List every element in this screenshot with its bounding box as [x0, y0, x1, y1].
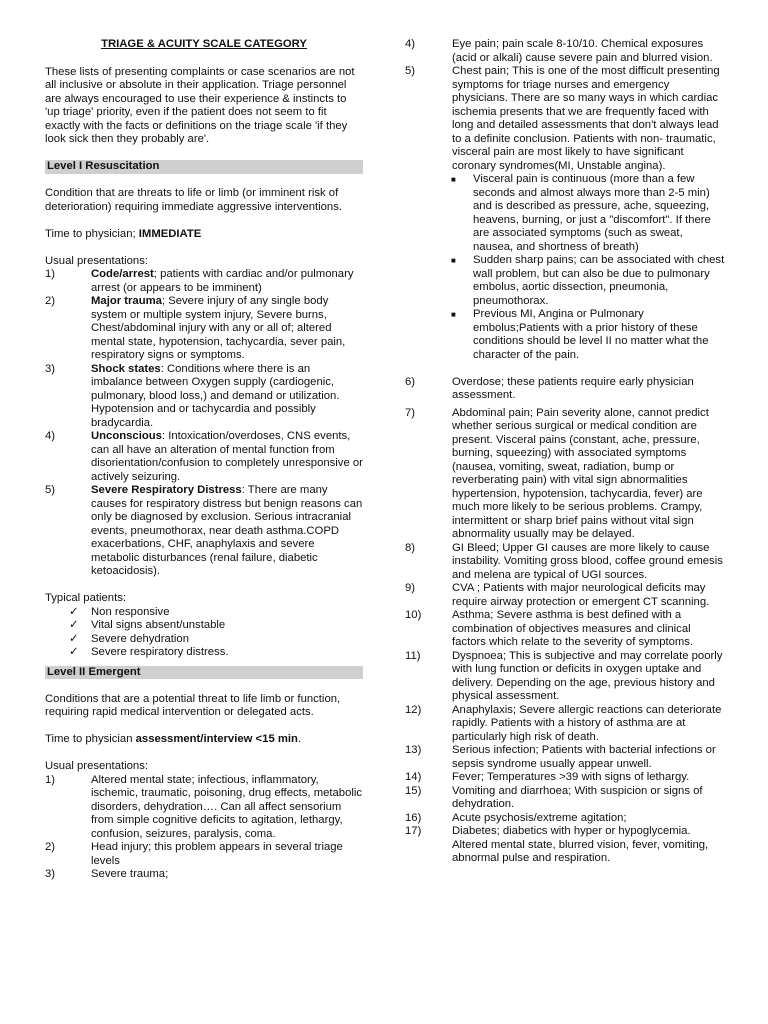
level-1-item: 1) Code/arrest; patients with cardiac and/or pulmonary arrest (or appears to be imminent)	[45, 268, 354, 294]
square-bullet-icon: ■	[451, 256, 456, 265]
level-2-item: 17) Diabetes; diabetics with hyper or hypoglycemia. Altered mental state, blurred vision, fever, vomiting, abnormal pulse and respiration.	[405, 825, 709, 864]
square-bullet-icon: ■	[451, 310, 456, 319]
level-2-time: Time to physician assessment/interview <15 min.	[45, 733, 302, 745]
level-2-item: 14) Fever; Temperatures >39 with signs of lethargy.	[405, 771, 690, 783]
level-2-item: 12) Anaphylaxis; Severe allergic reactions can deteriorate rapidly. Patients with a history of asthma are at particularly high risk of death.	[405, 703, 722, 743]
level-2-item: 15) Vomiting and diarrhoea; With suspicion or signs of dehydration.	[405, 784, 703, 810]
level-1-item: 3) Shock states: Conditions where there is an imbalance between Oxygen supply (cardiogenic, pulmonary, blood loss,) and demand or utilization. Hypotension and or tachycardia and possibly bradycardia.	[45, 362, 340, 429]
level-2-item: 10) Asthma; Severe asthma is best defined with a combination of objectives measures and clinical factors which relate to the severity of symptoms.	[405, 609, 694, 648]
level-2-item: 11) Dyspnoea; This is subjective and may correlate poorly with lung function or deficits in oxygen uptake and delivery. Depending on the age, previous history and physical assessment.	[405, 649, 723, 702]
level-2-usual-label: Usual presentations:	[45, 760, 148, 772]
chest-pain-bullet: ■ Visceral pain is continuous (more than a few seconds and almost always more than 2-5 min) and is described as pressure, ache, squeezing, heavens, burning, or just a "discomfort". If there are associated symptoms (such as sweat, nausea, and shortness of breath)	[451, 173, 711, 253]
level-2-item: 9) CVA ; Patients with major neurological deficits may require airway protection or emergent CT scanning.	[405, 582, 710, 608]
typical-patient-item: ✓ Vital signs absent/unstable	[69, 619, 226, 631]
typical-patients-label: Typical patients:	[45, 592, 127, 604]
right-item-list	[405, 376, 725, 866]
typical-patient-item: ✓ Severe dehydration	[69, 632, 189, 645]
right-column	[405, 38, 725, 866]
typical-patient-item: ✓ Non responsive	[69, 605, 170, 618]
checkmark-icon: ✓	[69, 646, 79, 658]
level-2-time-value: assessment/interview <15 min	[135, 733, 298, 745]
level-1-usual-label: Usual presentations:	[45, 254, 148, 267]
level-2-item: 2) Head injury; this problem appears in several triage levels	[45, 841, 343, 867]
level-2-item: 16) Acute psychosis/extreme agitation;	[405, 811, 627, 824]
level-2-condition: Conditions that are a potential threat to life limb or function, requiring rapid medical intervention or delegated acts.	[45, 692, 341, 718]
level-2-heading: Level II Emergent	[45, 666, 363, 680]
level-1-item: 4) Unconscious: Intoxication/overdoses, CNS events, can all have an alteration of mental function from disorientation/confusion to completely unresponsive or actively seizuring.	[45, 430, 363, 483]
level-2-item: 1) Altered mental state; infectious, inflammatory, ischemic, traumatic, poisoning, drug effects, metabolic disorders, dehydration…. Can all affect sensorium from simple cognitive deficits to agitation, lethargy, confusion, seizures, paralysis, coma.	[45, 773, 363, 840]
checkmark-icon: ✓	[69, 619, 79, 631]
level-2-item: 3) Severe trauma;	[45, 868, 169, 880]
level-1-item: 5) Severe Respiratory Distress: There are many causes for respiratory distress but benign reasons can only be diagnosed by exclusion. Serious intracranial events, pneumothorax, near death asthma.COPD exacerbations, CHF, anaphylaxis and severe metabolic disturbances (renal failure, diabetic ketoacidosis).	[45, 484, 363, 577]
level-2-item: 13) Serious infection; Patients with bacterial infections or sepsis syndrome usually appear unwell.	[405, 744, 716, 770]
level-1-time: Time to physician; IMMEDIATE	[45, 227, 202, 240]
level-2-item: 4) Eye pain; pain scale 8-10/10. Chemical exposures (acid or alkali) cause severe pain and blurred vision.	[405, 38, 713, 64]
square-bullet-icon: ■	[451, 175, 456, 184]
level-1-condition: Condition that are threats to life or limb (or imminent risk of deterioration) requiring immediate aggressive interventions.	[45, 187, 343, 213]
typical-patient-item: ✓ Severe respiratory distress.	[69, 646, 229, 658]
intro-paragraph: These lists of presenting complaints or case scenarios are not all inclusive or absolute in their application. Triage personnel are always encouraged to use their experience & instincts to 'up triage' priority, even if the patient does not seem to fit exactly with the facts or definitions on the triage scale 'if they look sick then they probably are'.	[45, 65, 355, 145]
chest-pain-bullet: ■ Sudden sharp pains; can be associated with chest wall problem, but can also be due to pulmonary embolus, aortic dissection, pneumonia, pneumothorax.	[451, 254, 725, 307]
checkmark-icon: ✓	[69, 632, 79, 645]
page-title: TRIAGE & ACUITY SCALE CATEGORY	[101, 38, 307, 50]
level-1-heading: Level I Resuscitation	[45, 160, 363, 174]
checkmark-icon: ✓	[69, 605, 79, 618]
level-1-item: 2) Major trauma; Severe injury of any single body system or multiple system injury, Severe burns, Chest/abdominal injury with any or all of; altered mental state, hypotension, tachycardia, sever pain, respiratory signs or symptoms.	[45, 295, 346, 361]
level-1-time-value: IMMEDIATE	[138, 227, 202, 240]
level-2-item: 6) Overdose; these patients require early physician assessment.	[405, 375, 694, 401]
level-2-item: 7) Abdominal pain; Pain severity alone, cannot predict whether serious surgical or medical condition are present. Visceral pains (constant, ache, pressure, burning, squeezing) with associated symptoms (nausea, vomiting, sweat, radiation, bump or reverberating pain) with vital sign abnormalities hypertension, hypotension, tachycardia, fever) are much more likely to be serious problems. Crampy, intermittent or sharp brief pains without vital sign abnormality usually may be delayed.	[405, 406, 709, 540]
level-2-item: 5) Chest pain; This is one of the most difficult presenting symptoms for triage nurses and emergency physicians. There are so many ways in which cardiac ischemia presents that we are frequently faced with long and detailed assessments that don't always lead to a definite conclusion. Patients with non- traumatic, visceral pain are most likely to have significant coronary syndromes(MI, Unstable angina).	[405, 65, 720, 172]
left-column	[45, 38, 363, 882]
level-2-item: 8) GI Bleed; Upper GI causes are more likely to cause instability. Vomiting gross blood, coffee ground emesis and melena are typical of UGI sources.	[405, 541, 723, 581]
chest-pain-bullet: ■ Previous MI, Angina or Pulmonary embolus;Patients with a prior history of these conditions should be level II no matter what the character of the pain.	[451, 308, 709, 361]
